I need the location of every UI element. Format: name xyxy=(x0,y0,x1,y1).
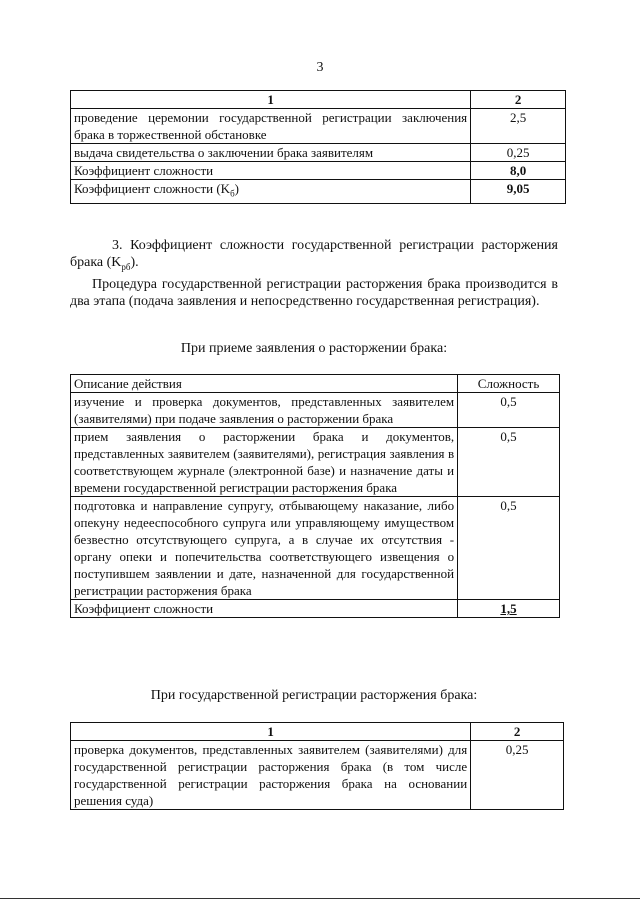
complexity-value: 0,5 xyxy=(458,393,560,428)
section-paragraph: Процедура государственной регистрации расторжения брака производится в два этапа (подача заявления и непосредственно государственная регистрация). xyxy=(70,277,558,309)
subheading: При приеме заявления о расторжении брака: xyxy=(180,341,448,356)
subheading: При государственной регистрации расторжения брака: xyxy=(150,688,478,703)
action-description: проведение церемонии государственной регистрации заключения брака в торжественной обстановке xyxy=(71,109,471,144)
table-row xyxy=(71,144,566,162)
complexity-value: 0,25 xyxy=(471,741,564,810)
table-row xyxy=(71,180,566,204)
total-value: 8,0 xyxy=(471,162,566,180)
total-label: Коэффициент сложности xyxy=(71,600,458,618)
section-heading: 3. Коэффициент сложности государственной регистрации расторжения брака $(K_{рб})$. xyxy=(70,238,558,272)
table-row xyxy=(71,600,560,618)
total-value: 1,5 xyxy=(458,600,560,618)
table-divorce-application xyxy=(70,374,560,618)
total-label: Коэффициент сложности $(K_б)$ xyxy=(71,180,471,204)
action-description: выдача свидетельства о заключении брака заявителям xyxy=(71,144,471,162)
table-divorce-registration xyxy=(70,722,564,810)
action-description: прием заявления о расторжении брака и документов, представленных заявителем (заявителями), регистрация заявления в соответствующем журнале (электронной базе) и назначение даты и времени государственной регистрации расторжения брака xyxy=(71,428,458,497)
table-header-row xyxy=(71,723,564,741)
action-description: проверка документов, представленных заявителем (заявителями) для государственной регистрации расторжения брака (в том числе государственной регистрации расторжения брака на основании решения суда) xyxy=(71,741,471,810)
table-row xyxy=(71,162,566,180)
table-row xyxy=(71,109,566,144)
action-description: подготовка и направление супругу, отбывающему наказание, либо опекуну недееспособного супруга или управляющему имуществом безвестно отсутствующего супруга, а в случае их отсутствия - органу опеки и попечительства соответствующего извещения о поступившем заявлении и дате, назначенной для государственной регистрации расторжения брака xyxy=(71,497,458,600)
table-marriage-ceremony xyxy=(70,90,566,204)
column-header: 1 xyxy=(71,91,471,109)
complexity-value: 2,5 xyxy=(471,109,566,144)
table-row xyxy=(71,741,564,810)
complexity-value: 0,25 xyxy=(471,144,566,162)
table-header-row xyxy=(71,375,560,393)
column-header: Описание действия xyxy=(71,375,458,393)
column-header: 2 xyxy=(471,723,564,741)
action-description: изучение и проверка документов, представленных заявителем (заявителями) при подаче заявления о расторжении брака xyxy=(71,393,458,428)
table-row xyxy=(71,393,560,428)
page-number: 3 xyxy=(316,60,324,75)
column-header: 2 xyxy=(471,91,566,109)
table-header-row xyxy=(71,91,566,109)
column-header: Сложность xyxy=(458,375,560,393)
table-row xyxy=(71,428,560,497)
total-label: Коэффициент сложности xyxy=(71,162,471,180)
table-row xyxy=(71,497,560,600)
complexity-value: 0,5 xyxy=(458,428,560,497)
total-value: 9,05 xyxy=(471,180,566,204)
bottom-divider xyxy=(0,898,640,899)
column-header: 1 xyxy=(71,723,471,741)
complexity-value: 0,5 xyxy=(458,497,560,600)
